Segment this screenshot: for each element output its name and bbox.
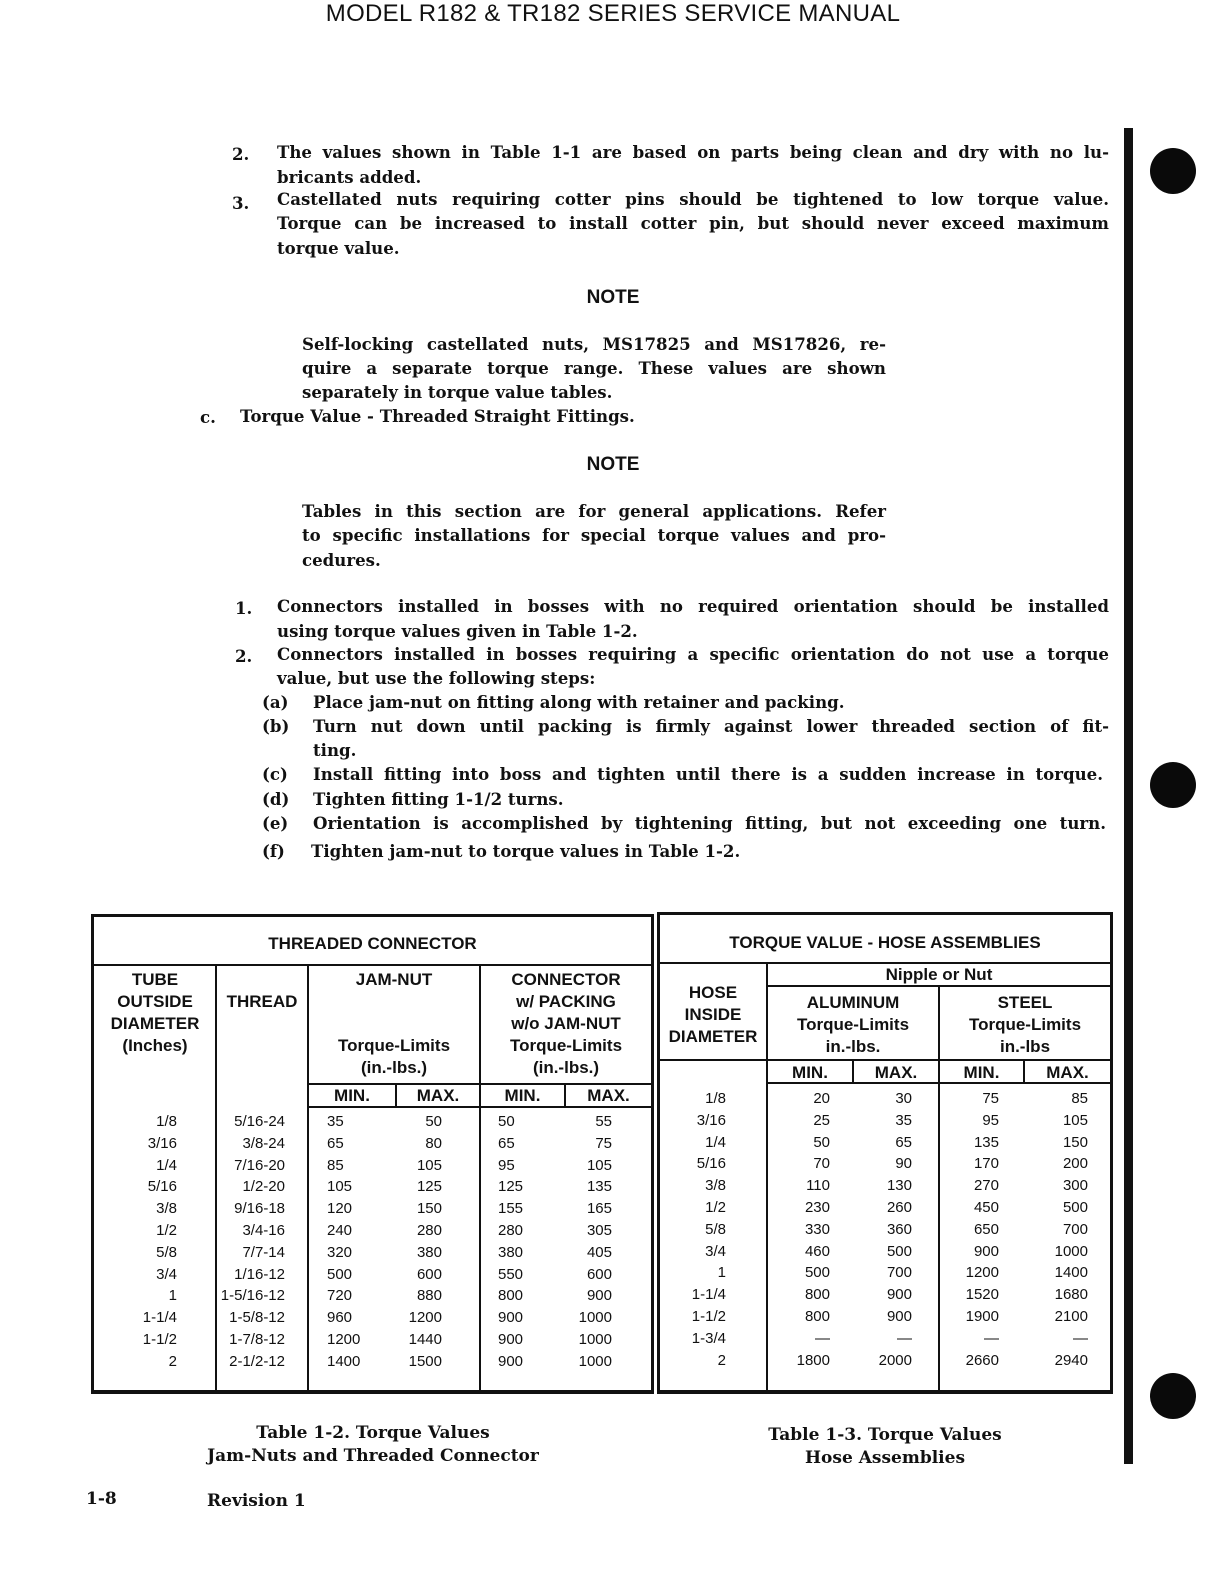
cell-conn-min: 800	[498, 1287, 524, 1305]
cell-steel-max: 500	[1062, 1199, 1088, 1216]
rule	[94, 1390, 652, 1392]
cell-hose-id: 5/16	[696, 1155, 726, 1173]
cell-hose-id: 1-1/2	[691, 1308, 726, 1325]
header-line: Torque-Limits	[968, 1015, 1082, 1034]
cell-steel-min: 170	[973, 1155, 999, 1173]
caption-line: Table 1-2. Torque Values	[256, 1423, 490, 1443]
col-header-max: MAX.	[416, 1086, 460, 1105]
item-number: 3.	[232, 193, 250, 213]
cell-jam-max: 50	[425, 1113, 442, 1130]
col-header-jam-limits	[309, 1035, 479, 1079]
cell-steel-max: —	[1073, 1329, 1088, 1347]
header-line: ALUMINUM	[806, 993, 900, 1012]
step-label: (c)	[262, 764, 288, 784]
cell-tube-od: 1/2	[156, 1222, 177, 1239]
cell-conn-min: 125	[498, 1178, 524, 1196]
cell-steel-min: 1520	[965, 1286, 999, 1304]
col-header-min: MIN.	[334, 1086, 370, 1105]
cell-hose-id: 1-3/4	[691, 1329, 726, 1347]
cell-al-min: 460	[804, 1242, 830, 1260]
col-header-nipple: Nipple or Nut	[885, 965, 993, 984]
cell-jam-max: 105	[416, 1156, 442, 1174]
cell-steel-max: 1680	[1054, 1286, 1088, 1304]
note-line: separately in torque value tables.	[302, 382, 613, 402]
cell-conn-max: 55	[595, 1113, 612, 1130]
cell-jam-min: 85	[327, 1156, 344, 1174]
cell-al-max: 500	[886, 1242, 912, 1260]
cell-al-min: 110	[806, 1177, 830, 1195]
cell-hose-id: 1	[717, 1264, 726, 1282]
step-label: (e)	[262, 813, 289, 833]
cell-conn-min: 95	[498, 1156, 515, 1174]
table-caption	[150, 1422, 596, 1468]
cell-tube-od: 3/8	[156, 1200, 177, 1218]
col-header-min: MIN.	[504, 1086, 541, 1105]
note-heading: NOTE	[586, 454, 640, 475]
header-line: DIAMETER	[110, 1014, 200, 1033]
rule	[660, 1390, 1110, 1392]
cell-tube-od: 1-1/4	[142, 1309, 177, 1327]
cell-steel-max: 150	[1062, 1133, 1088, 1151]
cell-jam-max: 80	[425, 1134, 442, 1152]
cell-steel-min: 135	[973, 1133, 999, 1151]
binder-hole	[1150, 148, 1196, 194]
cell-conn-max: 165	[586, 1200, 612, 1218]
cell-jam-max: 280	[416, 1222, 442, 1239]
note-line: Tables in this section are for general applications. Refer	[302, 501, 886, 521]
cell-jam-min: 1400	[327, 1352, 361, 1370]
step-label: (a)	[262, 692, 289, 712]
cell-conn-min: 155	[498, 1200, 524, 1218]
cell-steel-min: 1900	[965, 1308, 999, 1325]
section-label: c.	[200, 407, 216, 427]
col-header-max: MAX.	[587, 1086, 630, 1105]
cell-steel-min: 270	[973, 1177, 999, 1195]
cell-conn-max: 1000	[578, 1331, 612, 1348]
cell-jam-max: 125	[416, 1178, 442, 1196]
header-line: Torque-Limits	[796, 1015, 910, 1034]
cell-thread: 3/4-16	[242, 1222, 285, 1239]
cell-jam-min: 320	[327, 1243, 353, 1261]
cell-steel-max: 2940	[1054, 1351, 1088, 1369]
col-header-steel	[940, 992, 1110, 1058]
header-line: OUTSIDE	[117, 992, 193, 1011]
cell-jam-max: 1200	[408, 1309, 442, 1327]
cell-al-max: 30	[895, 1090, 912, 1107]
cell-jam-min: 120	[327, 1200, 353, 1218]
cell-al-max: 65	[895, 1133, 912, 1151]
col-header-thread: THREAD	[226, 992, 298, 1011]
cell-hose-id: 1/2	[705, 1199, 726, 1216]
cell-steel-max: 105	[1062, 1111, 1088, 1129]
cell-steel-min: 650	[973, 1220, 999, 1238]
cell-al-min: 70	[813, 1155, 830, 1173]
cell-conn-min: 50	[498, 1113, 515, 1130]
step-text: Tighten jam-nut to torque values in Table 1-2.	[311, 841, 741, 861]
step-label: (b)	[262, 716, 290, 736]
binder-hole	[1150, 1373, 1196, 1419]
cell-steel-max: 2100	[1054, 1308, 1088, 1325]
cell-jam-min: 1200	[327, 1331, 361, 1348]
paragraph-line: bricants added.	[277, 167, 422, 187]
cell-jam-min: 720	[327, 1287, 353, 1305]
cell-tube-od: 3/4	[156, 1265, 177, 1283]
cell-conn-min: 380	[498, 1243, 524, 1261]
cell-thread: 7/16-20	[234, 1156, 285, 1174]
step-text: Turn nut down until packing is firmly against lower threaded section of fit-	[313, 716, 1109, 736]
note-line: cedures.	[302, 550, 381, 570]
step-text: Orientation is accomplished by tightening fitting, but not exceeding one turn.	[313, 813, 1106, 833]
cell-thread: 2-1/2-12	[229, 1352, 285, 1370]
rule	[307, 964, 309, 1392]
caption-line: Hose Assemblies	[804, 1448, 966, 1468]
cell-steel-max: 1400	[1054, 1264, 1088, 1282]
cell-steel-max: 85	[1071, 1090, 1088, 1107]
cell-al-max: 2000	[878, 1351, 912, 1369]
cell-al-max: 700	[886, 1264, 912, 1282]
cell-conn-max: 900	[586, 1287, 612, 1305]
cell-jam-min: 240	[327, 1222, 353, 1239]
cell-steel-max: 300	[1062, 1177, 1088, 1195]
paragraph-line: torque value.	[277, 238, 400, 258]
cell-thread: 7/7-14	[242, 1243, 285, 1261]
cell-jam-min: 500	[327, 1265, 353, 1283]
cell-thread: 1-7/8-12	[229, 1331, 285, 1348]
cell-hose-id: 3/4	[705, 1242, 726, 1260]
cell-jam-max: 150	[416, 1200, 442, 1218]
col-header-connector	[481, 969, 651, 1035]
revision-label: Revision 1	[207, 1491, 306, 1511]
cell-tube-od: 5/16	[147, 1178, 177, 1196]
cell-al-min: 330	[804, 1220, 830, 1238]
cell-al-min: 800	[804, 1308, 830, 1325]
cell-jam-max: 880	[416, 1287, 442, 1305]
cell-thread: 1-5/8-12	[229, 1309, 285, 1327]
cell-al-min: 25	[813, 1111, 830, 1129]
cell-thread: 1-5/16-12	[220, 1287, 285, 1305]
col-header-tube	[95, 969, 215, 1057]
cell-conn-max: 405	[586, 1243, 612, 1261]
cell-tube-od: 1	[168, 1287, 177, 1305]
cell-jam-max: 1440	[408, 1331, 442, 1348]
cell-tube-od: 1-1/2	[142, 1331, 177, 1348]
header-line: in.-lbs	[999, 1037, 1051, 1056]
header-line: (in.-lbs.)	[360, 1058, 428, 1077]
step-text: Place jam-nut on fitting along with retainer and packing.	[313, 692, 845, 712]
header-line: TUBE	[131, 970, 179, 989]
header-line: (Inches)	[122, 1036, 188, 1055]
cell-tube-od: 5/8	[156, 1243, 177, 1261]
header-line: DIAMETER	[668, 1027, 758, 1046]
cell-al-min: 800	[804, 1286, 830, 1304]
cell-steel-min: 75	[982, 1090, 999, 1107]
header-line: Torque-Limits	[337, 1036, 451, 1055]
cell-hose-id: 2	[717, 1351, 726, 1369]
cell-thread: 5/16-24	[234, 1113, 285, 1130]
step-text: Install fitting into boss and tighten until there is a sudden increase in torque.	[313, 764, 1103, 784]
cell-tube-od: 3/16	[147, 1134, 177, 1152]
cell-hose-id: 1/4	[705, 1133, 726, 1151]
note-heading: NOTE	[586, 287, 640, 308]
cell-jam-max: 1500	[408, 1352, 442, 1370]
col-header-connector-limits	[481, 1035, 651, 1079]
cell-conn-min: 65	[498, 1134, 515, 1152]
paragraph-line: Castellated nuts requiring cotter pins should be tightened to low torque value.	[277, 189, 1109, 209]
change-bar	[1124, 128, 1133, 1464]
col-header-min: MIN.	[963, 1063, 1000, 1082]
cell-al-min: 20	[813, 1090, 830, 1107]
paragraph-line: The values shown in Table 1-1 are based on parts being clean and dry with no lu-	[277, 142, 1109, 162]
caption-line: Table 1-3. Torque Values	[768, 1425, 1002, 1445]
cell-hose-id: 1/8	[705, 1090, 726, 1107]
cell-steel-max: 700	[1062, 1220, 1088, 1238]
cell-steel-min: 450	[973, 1199, 999, 1216]
cell-al-max: 35	[895, 1111, 912, 1129]
page-title: MODEL R182 & TR182 SERIES SERVICE MANUAL	[325, 0, 901, 27]
step-label: (f)	[262, 841, 285, 861]
binder-hole	[1150, 762, 1196, 808]
cell-thread: 1/16-12	[234, 1265, 285, 1283]
item-number: 2.	[232, 144, 250, 164]
cell-thread: 9/16-18	[234, 1200, 285, 1218]
cell-hose-id: 3/8	[705, 1177, 726, 1195]
cell-al-max: 130	[886, 1177, 912, 1195]
item-number: 2.	[235, 646, 253, 666]
cell-thread: 3/8-24	[242, 1134, 285, 1152]
cell-hose-id: 3/16	[696, 1111, 726, 1129]
cell-conn-min: 550	[498, 1265, 524, 1283]
cell-hose-id: 1-1/4	[691, 1286, 726, 1304]
cell-jam-min: 105	[327, 1178, 353, 1196]
col-header-min: MIN.	[792, 1063, 828, 1082]
rule	[94, 964, 652, 966]
header-line: Torque-Limits	[509, 1036, 623, 1055]
table-title: TORQUE VALUE - HOSE ASSEMBLIES	[729, 933, 1041, 952]
cell-steel-min: 95	[982, 1111, 999, 1129]
paragraph-line: Connectors installed in bosses requiring a specific orientation do not use a torque	[277, 644, 1109, 664]
paragraph-line: Connectors installed in bosses with no required orientation should be installed	[277, 596, 1109, 616]
step-text: ting.	[313, 740, 357, 760]
header-line: w/ PACKING	[516, 992, 616, 1011]
cell-hose-id: 5/8	[705, 1220, 726, 1238]
cell-al-max: 360	[886, 1220, 912, 1238]
cell-al-max: 90	[895, 1155, 912, 1173]
cell-al-min: 500	[804, 1264, 830, 1282]
header-line: (in.-lbs.)	[532, 1058, 600, 1077]
cell-al-min: —	[815, 1329, 830, 1347]
header-line: HOSE	[688, 983, 738, 1002]
cell-conn-max: 305	[586, 1222, 612, 1239]
table-title: THREADED CONNECTOR	[268, 934, 477, 953]
cell-steel-max: 1000	[1054, 1242, 1088, 1260]
item-number: 1.	[235, 598, 253, 618]
paragraph-line: Torque can be increased to install cotter pin, but should never exceed maximum	[277, 213, 1109, 233]
cell-conn-min: 900	[498, 1331, 524, 1348]
rule	[660, 1059, 1110, 1061]
cell-al-max: —	[897, 1329, 912, 1347]
note-line: Self-locking castellated nuts, MS17825 and MS17826, re-	[302, 334, 886, 354]
paragraph-line: value, but use the following steps:	[277, 668, 596, 688]
cell-tube-od: 1/8	[156, 1113, 177, 1130]
cell-steel-min: 2660	[965, 1351, 999, 1369]
section-heading: Torque Value - Threaded Straight Fittings.	[240, 406, 635, 426]
cell-al-max: 900	[886, 1308, 912, 1325]
cell-al-min: 230	[804, 1199, 830, 1216]
cell-conn-min: 900	[498, 1309, 524, 1327]
step-label: (d)	[262, 789, 290, 809]
cell-jam-max: 380	[416, 1243, 442, 1261]
cell-conn-max: 75	[595, 1134, 612, 1152]
cell-steel-max: 200	[1062, 1155, 1088, 1173]
header-line: INSIDE	[684, 1005, 742, 1024]
cell-steel-min: 1200	[965, 1264, 999, 1282]
cell-al-min: 50	[813, 1133, 830, 1151]
cell-jam-max: 600	[416, 1265, 442, 1283]
note-line: quire a separate torque range. These values are shown	[302, 358, 886, 378]
cell-jam-min: 960	[327, 1309, 353, 1327]
col-header-jam-nut: JAM-NUT	[355, 970, 433, 989]
caption-line: Jam-Nuts and Threaded Connector	[207, 1446, 539, 1466]
cell-conn-max: 1000	[578, 1352, 612, 1370]
col-header-aluminum	[768, 992, 938, 1058]
cell-jam-min: 65	[327, 1134, 344, 1152]
col-header-max: MAX.	[874, 1063, 918, 1082]
cell-tube-od: 2	[168, 1352, 177, 1370]
step-text: Tighten fitting 1-1/2 turns.	[313, 789, 564, 809]
col-header-hose	[660, 982, 766, 1048]
cell-conn-max: 105	[586, 1156, 612, 1174]
note-line: to specific installations for special torque values and pro-	[302, 525, 886, 545]
cell-conn-min: 900	[498, 1352, 524, 1370]
cell-al-max: 900	[886, 1286, 912, 1304]
cell-conn-max: 1000	[578, 1309, 612, 1327]
cell-al-max: 260	[886, 1199, 912, 1216]
table-caption	[740, 1424, 1030, 1470]
paragraph-line: using torque values given in Table 1-2.	[277, 621, 638, 641]
cell-steel-min: 900	[973, 1242, 999, 1260]
header-line: CONNECTOR	[511, 970, 621, 989]
cell-tube-od: 1/4	[156, 1156, 177, 1174]
cell-thread: 1/2-20	[242, 1178, 285, 1196]
cell-al-min: 1800	[796, 1351, 830, 1369]
page-number: 1-8	[86, 1489, 117, 1509]
cell-conn-max: 135	[586, 1178, 612, 1196]
header-line: STEEL	[997, 993, 1053, 1012]
cell-conn-min: 280	[498, 1222, 524, 1239]
header-line: in.-lbs.	[825, 1037, 881, 1056]
header-line: w/o JAM-NUT	[511, 1014, 621, 1033]
col-header-max: MAX.	[1046, 1063, 1089, 1082]
cell-conn-max: 600	[586, 1265, 612, 1283]
cell-jam-min: 35	[327, 1113, 344, 1130]
cell-steel-min: —	[984, 1329, 999, 1347]
